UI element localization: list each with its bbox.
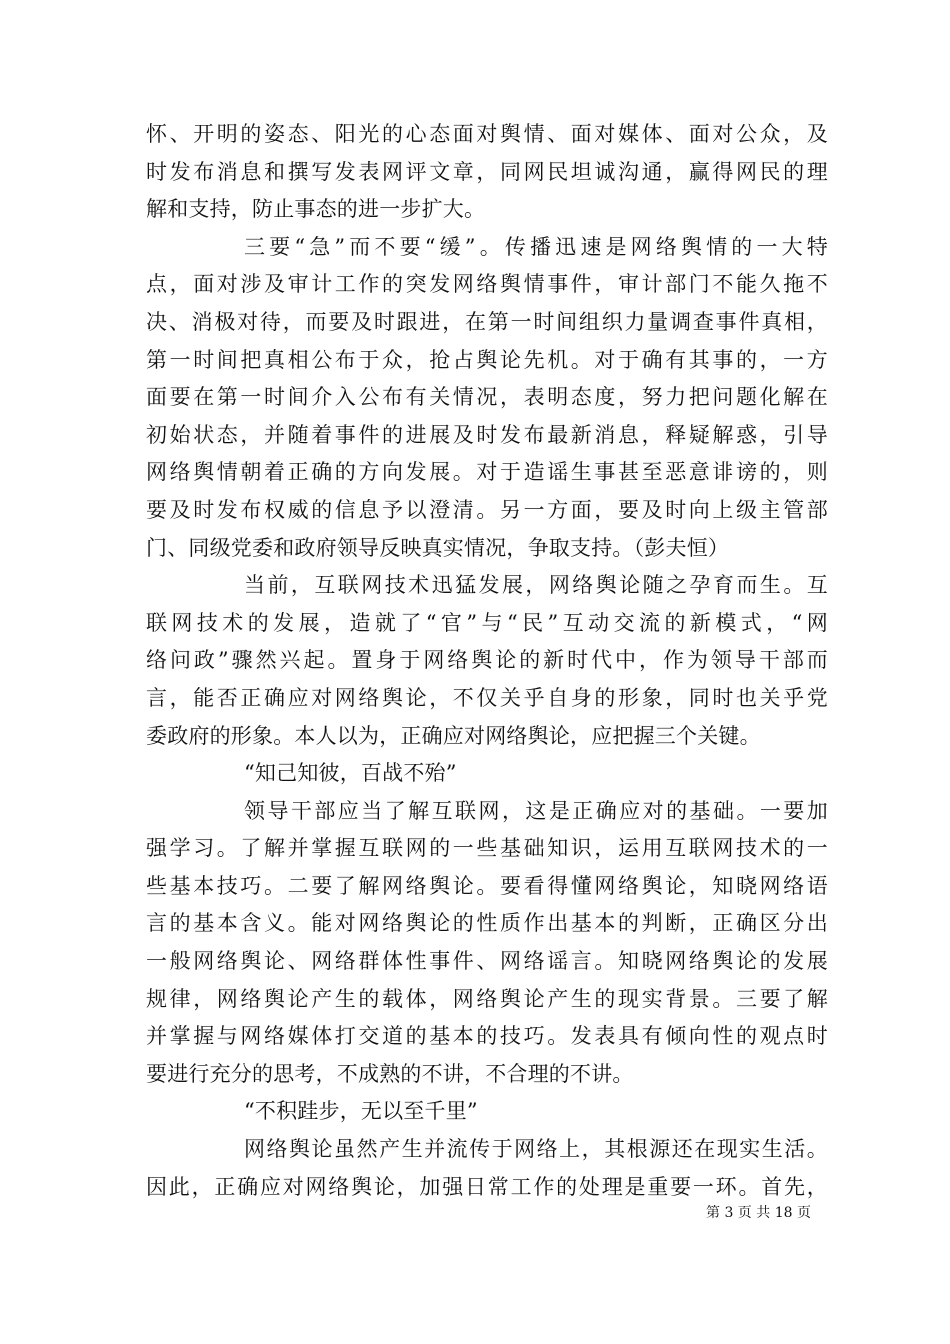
text-line: 些基本技巧。二要了解网络舆论。要看得懂网络舆论，知晓网络语 (146, 873, 828, 898)
body-text (146, 116, 828, 1206)
text-line: “知己知彼，百战不殆” (244, 761, 457, 786)
text-line: 时发布消息和撰写发表网评文章，同网民坦诚沟通，赢得网民的理 (146, 159, 828, 184)
text-line: 面要在第一时间介入公布有关情况，表明态度，努力把问题化解在 (146, 385, 828, 410)
text-line: 当前，互联网技术迅猛发展，网络舆论随之孕育而生。互 (244, 573, 828, 598)
text-line: 领导干部应当了解互联网，这是正确应对的基础。一要加 (244, 798, 828, 823)
text-line: 解和支持，防止事态的进一步扩大。 (146, 197, 486, 222)
text-line: 言，能否正确应对网络舆论，不仅关乎自身的形象，同时也关乎党 (146, 685, 828, 710)
text-line: 络问政”骤然兴起。置身于网络舆论的新时代中，作为领导干部而 (146, 648, 828, 673)
text-line: 强学习。了解并掌握互联网的一些基础知识，运用互联网技术的一 (146, 836, 828, 861)
text-line: 要进行充分的思考，不成熟的不讲，不合理的不讲。 (146, 1061, 634, 1086)
text-line: 决、消极对待，而要及时跟进，在第一时间组织力量调查事件真相， (146, 309, 828, 334)
text-line: 网络舆论虽然产生并流传于网络上，其根源还在现实生活。 (244, 1137, 828, 1162)
text-line: 初始状态，并随着事件的进展及时发布最新消息，释疑解惑，引导 (146, 422, 828, 447)
text-line: 第一时间把真相公布于众，抢占舆论先机。对于确有其事的，一方 (146, 347, 828, 372)
text-line: 联网技术的发展，造就了“官”与“民”互动交流的新模式，“网 (146, 610, 828, 635)
text-line: 言的基本含义。能对网络舆论的性质作出基本的判断，正确区分出 (146, 911, 828, 936)
text-line: 网络舆情朝着正确的方向发展。对于造谣生事甚至恶意诽谤的，则 (146, 460, 828, 485)
text-line: 怀、开明的姿态、阳光的心态面对舆情、面对媒体、面对公众，及 (146, 122, 828, 146)
text-line: 门、同级党委和政府领导反映真实情况，争取支持。（彭夫恒） (146, 535, 730, 560)
text-line: 规律，网络舆论产生的载体，网络舆论产生的现实背景。三要了解 (146, 986, 828, 1011)
page-number: 第 3 页 共 18 页 (706, 1205, 811, 1221)
text-line: 要及时发布权威的信息予以澄清。另一方面，要及时向上级主管部 (146, 497, 828, 522)
text-line: 一般网络舆论、网络群体性事件、网络谣言。知晓网络舆论的发展 (146, 949, 828, 974)
text-line: 三要“急”而不要“缓”。传播迅速是网络舆情的一大特 (244, 234, 828, 259)
text-line: 点，面对涉及审计工作的突发网络舆情事件，审计部门不能久拖不 (146, 272, 828, 297)
text-line: 因此，正确应对网络舆论，加强日常工作的处理是重要一环。首先， (146, 1174, 828, 1199)
text-line: “不积跬步，无以至千里” (244, 1099, 478, 1124)
text-line: 委政府的形象。本人以为，正确应对网络舆论，应把握三个关键。 (146, 723, 761, 748)
text-line: 并掌握与网络媒体打交道的基本的技巧。发表具有倾向性的观点时 (146, 1024, 828, 1049)
